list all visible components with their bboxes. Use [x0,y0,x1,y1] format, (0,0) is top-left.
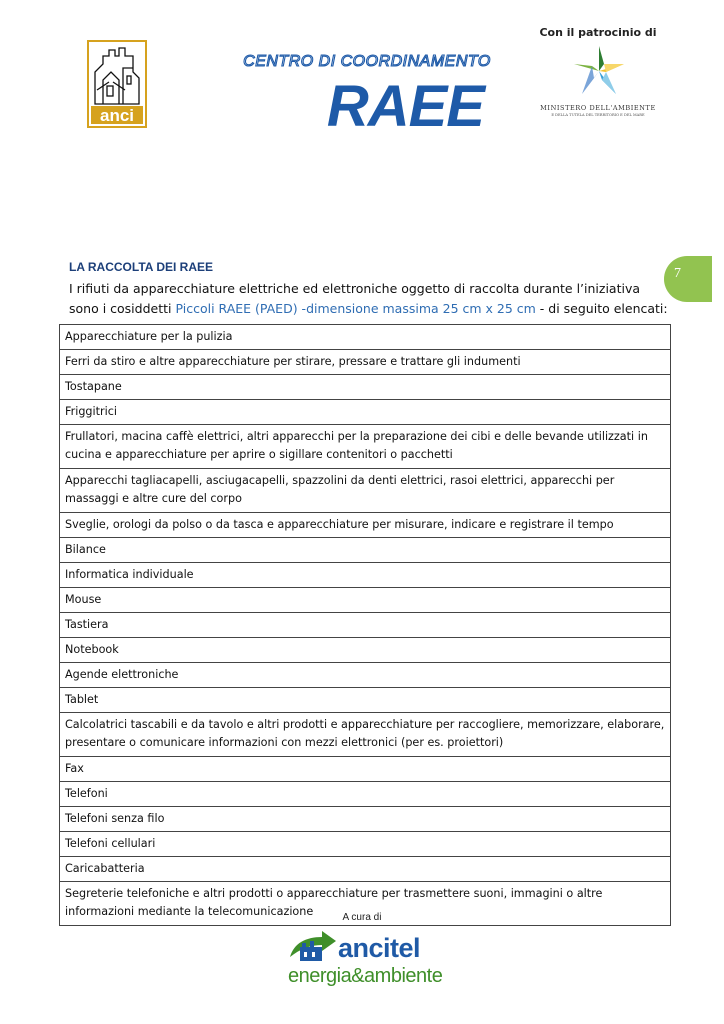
table-cell: Telefoni [60,782,671,807]
curated-by-label: A cura di [342,912,382,923]
table-row [60,782,671,807]
ancitel-logo [286,927,446,995]
table-row [60,757,671,782]
table-cell: Bilance [60,538,671,563]
table-cell: Friggitrici [60,400,671,425]
table-cell: Caricabatteria [60,857,671,882]
table-row [60,832,671,857]
intro-paragraph [69,279,669,319]
raee-items-table [59,324,671,926]
table-cell: Ferri da stiro e altre apparecchiature per stirare, pressare e trattare gli indumenti [60,350,671,375]
table-cell: Calcolatrici tascabili e da tavolo e altri prodotti e apparecchiature per raccogliere, memorizzare, elaborare, presentare o comunicare informazioni con mezzi elettronici (per es. proiettori) [60,713,671,757]
ministry-name: MINISTERO DELL'AMBIENTE [540,104,656,112]
table-cell: Apparecchi tagliacapelli, asciugacapelli, spazzolini da denti elettrici, rasoi elettrici, apparecchi per massaggi e altre cure del corpo [60,469,671,513]
table-cell: Segreterie telefoniche e altri prodotti o apparecchiature per trasmettere suoni, immagini o altre informazioni mediante la telecomunicazione [60,882,671,926]
raee-logo-graphic [240,46,494,138]
table-cell: Tastiera [60,613,671,638]
section-title: LA RACCOLTA DEI RAEE [69,260,213,274]
table-row [60,469,671,513]
table-row [60,513,671,538]
table-row [60,538,671,563]
ministry-star-icon [570,42,628,100]
patronage-block [528,22,668,122]
page-number-badge [664,256,712,302]
table-cell: Mouse [60,588,671,613]
table-row [60,375,671,400]
table-row [60,688,671,713]
page-number: 7 [674,266,681,281]
table-cell: Fax [60,757,671,782]
anci-logo [87,40,147,128]
ancitel-brand-name: ancitel [338,933,421,963]
intro-text-end: - di seguito elencati: [535,301,668,316]
table-row [60,350,671,375]
table-row [60,563,671,588]
anci-castle-icon [89,42,145,126]
table-row [60,400,671,425]
table-row [60,325,671,350]
ancitel-arrow-icon [286,927,338,965]
table-cell: Informatica individuale [60,563,671,588]
table-cell: Apparecchiature per la pulizia [60,325,671,350]
table-cell: Notebook [60,638,671,663]
table-row [60,857,671,882]
intro-highlight: Piccoli RAEE (PAED) -dimensione massima 25 cm x 25 cm [175,301,536,316]
table-row [60,713,671,757]
ancitel-tagline: energia&ambiente [288,965,443,987]
table-cell: Frullatori, macina caffè elettrici, altri apparecchi per la preparazione dei cibi e delle bevande utilizzati in cucina e apparecchiature per aprire o sigillare contenitori o pacchetti [60,425,671,469]
table-cell: Tablet [60,688,671,713]
table-row [60,425,671,469]
table-cell: Tostapane [60,375,671,400]
ministry-subtitle: E DELLA TUTELA DEL TERRITORIO E DEL MARE [551,113,645,117]
table-row [60,663,671,688]
table-cell: Telefoni senza filo [60,807,671,832]
table-row [60,588,671,613]
table-row [60,807,671,832]
table-row [60,638,671,663]
raee-logo [240,46,494,138]
raee-logo-main-text: RAEE [326,74,484,138]
table-cell: Telefoni cellulari [60,832,671,857]
anci-logo-text: anci [99,106,135,125]
raee-logo-top-text: CENTRO DI COORDINAMENTO [243,53,491,70]
table-cell: Agende elettroniche [60,663,671,688]
table-row [60,613,671,638]
table-cell: Sveglie, orologi da polso o da tasca e apparecchiature per misurare, indicare e registrare il tempo [60,513,671,538]
intro-text: I rifiuti da apparecchiature elettriche ed elettroniche oggetto di raccolta durante l’iniziativa sono i cosiddetti [69,281,641,316]
patronage-label: Con il patrocinio di [539,26,657,39]
